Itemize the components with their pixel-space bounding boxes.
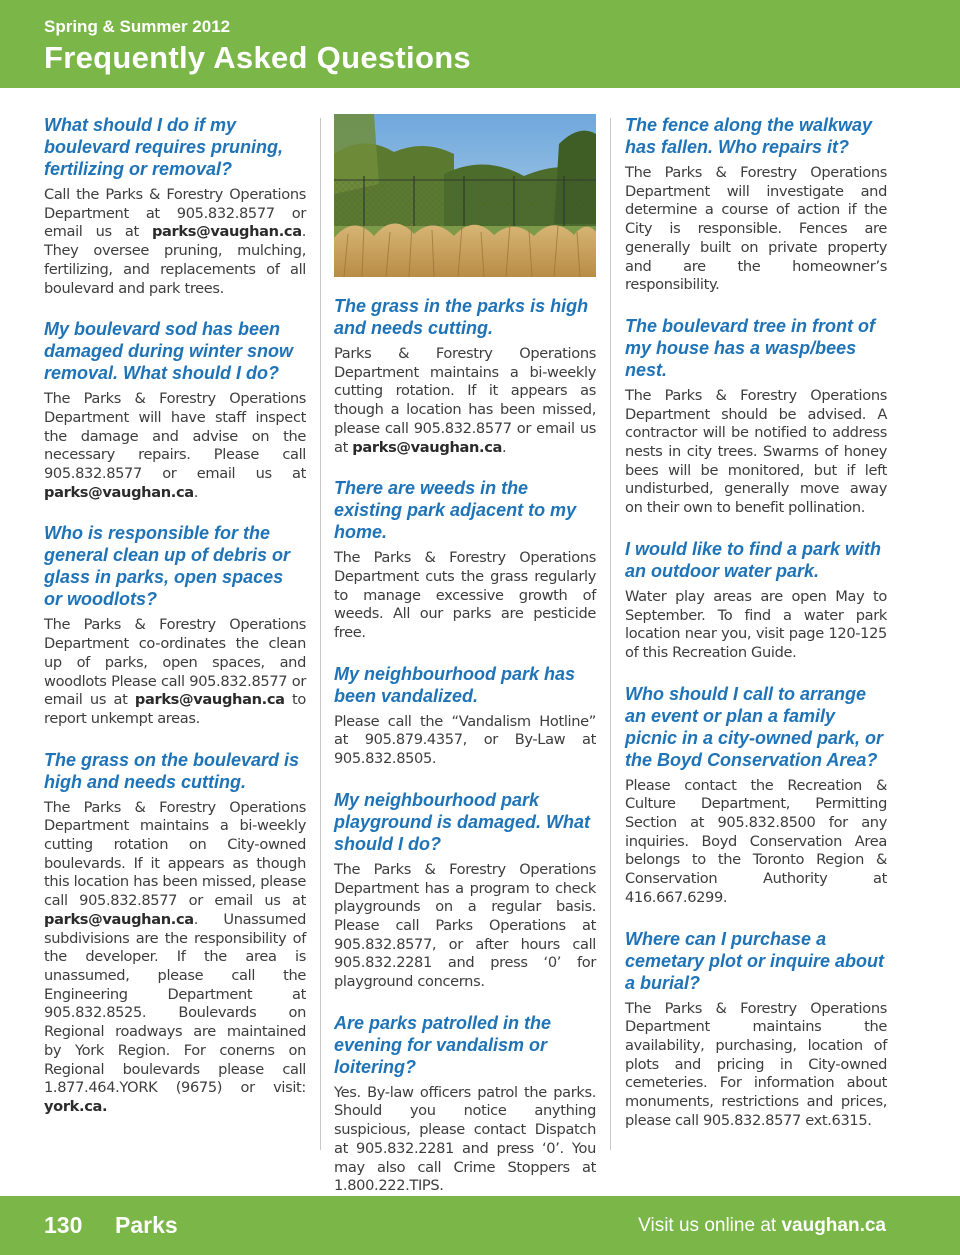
faq-question: The grass in the parks is high and needs cutting. xyxy=(334,296,589,338)
faq-answer: The Parks & Forestry Operations Department should be advised. A contractor will be notified to address nests in city trees. Swarms of honey bees will be monitored, but if left undisturbed, generally move away on their own to benefit pollination. xyxy=(625,386,887,517)
faq-answer: The Parks & Forestry Operations Department will investigate and determine a course of action if the City is responsible. Fences are generally built on private property and are the homeowner’s responsibility. xyxy=(625,164,887,294)
faq-question: My neighbourhood park has been vandalized. xyxy=(334,663,576,706)
faq-question: Who is responsible for the general clean up of debris or glass in parks, open spaces or woodlots? xyxy=(44,523,291,610)
website-link[interactable]: vaughan.ca xyxy=(781,1215,886,1236)
faq-answer: Call the Parks & Forestry Operations Department at 905.832.8577 or email us at parks@vaughan.ca. They oversee pruning, mulching, fertilizing, and replacements of all boulevard and park trees. xyxy=(44,186,306,297)
page-footer xyxy=(0,1196,960,1255)
faq-answer: The Parks & Forestry Operations Department maintains the availability, purchasing, location of plots and pricing in City-owned cemeteries. For information about monuments, restrictions and prices, please call 905.832.8577 ext.6315. xyxy=(625,999,887,1129)
column-divider xyxy=(320,118,321,1150)
faq-item xyxy=(44,749,306,1117)
faq-answer: Yes. By-law officers patrol the parks. Should you notice anything suspicious, please contact Dispatch at 905.832.2281 and press ‘0’. You may also call Crime Stoppers at 1.800.222.TIPS. xyxy=(334,1083,596,1195)
faq-item xyxy=(334,663,596,769)
page-header xyxy=(0,0,960,88)
faq-item xyxy=(625,538,887,663)
faq-question: Are parks patrolled in the evening for vandalism or loitering? xyxy=(334,1012,552,1077)
faq-column-3 xyxy=(625,114,887,1151)
faq-item xyxy=(625,683,887,908)
faq-question: There are weeds in the existing park adjacent to my home. xyxy=(334,478,577,543)
faq-question: The boulevard tree in front of my house has a wasp/bees nest. xyxy=(625,315,876,380)
page-title: Frequently Asked Questions xyxy=(44,40,471,75)
faq-answer: The Parks & Forestry Operations Department co-ordinates the clean up of parks, open spaces, and woodlots Please call 905.832.8577 or email us at parks@vaughan.ca to report unkempt areas. xyxy=(44,616,306,727)
faq-answer: The Parks & Forestry Operations Department has a program to check playgrounds on a regular basis. Please call Parks Operations at 905.832.8577, or after hours call 905.832.2281 and press ‘0’ for playground concerns. xyxy=(334,860,596,991)
faq-item xyxy=(625,928,887,1131)
faq-answer: Please contact the Recreation & Culture Department, Permitting Section at 905.832.8500 for any inquiries. Boyd Conservation Area belongs to the Toronto Region & Conservation Authority at 416.667.6299. xyxy=(625,776,887,906)
faq-item xyxy=(625,114,887,295)
faq-answer: Please call the “Vandalism Hotline” at 905.879.4357, or By-Law at 905.832.8505. xyxy=(334,712,596,768)
faq-question: Who should I call to arrange an event or plan a family picnic in a city-owned park, or the Boyd Conservation Area? xyxy=(625,683,884,770)
email-link[interactable]: parks@vaughan.ca xyxy=(352,438,503,456)
faq-item xyxy=(625,315,887,518)
faq-question: My boulevard sod has been damaged during winter snow removal. What should I do? xyxy=(44,319,294,384)
faq-answer: The Parks & Forestry Operations Department maintains a bi-weekly cutting rotation on City-owned boulevards. If it appears as though this location has been missed, please call 905.832.8577 or email us at parks@vaughan.ca. Unassumed subdivisions are the responsibility of the developer. If the area is unassumed, please call the Engineering Department at 905.832.8525. Boulevards on Regional roadways are maintained by York Region. For conerns on Regional boulevards please call 1.877.464.YORK (9675) or visit: york.ca. xyxy=(44,798,306,1115)
faq-answer: The Parks & Forestry Operations Department will have staff inspect the damage and advise on the necessary repairs. Please call 905.832.8577 or email us at parks@vaughan.ca. xyxy=(44,390,306,501)
faq-answer: The Parks & Forestry Operations Department cuts the grass regularly to manage excessive growth of weeds. All our parks are pesticide free. xyxy=(334,549,596,642)
faq-item xyxy=(44,522,306,728)
faq-answer: Water play areas are open May to September. To find a water park location near you, visit page 120-125 of this Recreation Guide. xyxy=(625,587,887,661)
email-link[interactable]: parks@vaughan.ca xyxy=(134,691,285,709)
faq-column-1 xyxy=(44,114,306,1137)
email-link[interactable]: parks@vaughan.ca xyxy=(151,223,302,241)
season-label: Spring & Summer 2012 xyxy=(44,17,231,36)
page-number: 130 xyxy=(44,1212,83,1238)
faq-question: Where can I purchase a cemetary plot or inquire about a burial? xyxy=(625,928,885,993)
faq-answer: Parks & Forestry Operations Department maintains a bi-weekly cutting rotation. If it appears as though a location has been missed, please call 905.832.8577 or email us at parks@vaughan.ca. xyxy=(334,345,596,456)
faq-question: What should I do if my boulevard requires pruning, fertilizing or removal? xyxy=(44,115,284,179)
park-photo xyxy=(334,114,596,277)
faq-item xyxy=(334,477,596,643)
york-link[interactable]: york.ca. xyxy=(44,1097,108,1115)
faq-item xyxy=(334,789,596,992)
faq-item xyxy=(334,295,596,457)
faq-item xyxy=(44,114,306,298)
faq-item xyxy=(334,1012,596,1196)
section-name: Parks xyxy=(115,1212,178,1238)
faq-question: I would like to find a park with an outdoor water park. xyxy=(625,538,882,581)
tennis-court-image xyxy=(334,114,596,277)
column-divider xyxy=(610,118,611,1150)
email-link[interactable]: parks@vaughan.ca xyxy=(44,910,194,928)
faq-item xyxy=(44,318,306,502)
visit-online: Visit us online at vaughan.ca xyxy=(638,1215,886,1236)
email-link[interactable]: parks@vaughan.ca xyxy=(44,483,194,501)
faq-question: The fence along the walkway has fallen. Who repairs it? xyxy=(625,115,873,157)
faq-question: The grass on the boulevard is high and needs cutting. xyxy=(44,749,300,792)
faq-column-2 xyxy=(334,114,596,1216)
faq-question: My neighbourhood park playground is damaged. What should I do? xyxy=(334,789,591,854)
